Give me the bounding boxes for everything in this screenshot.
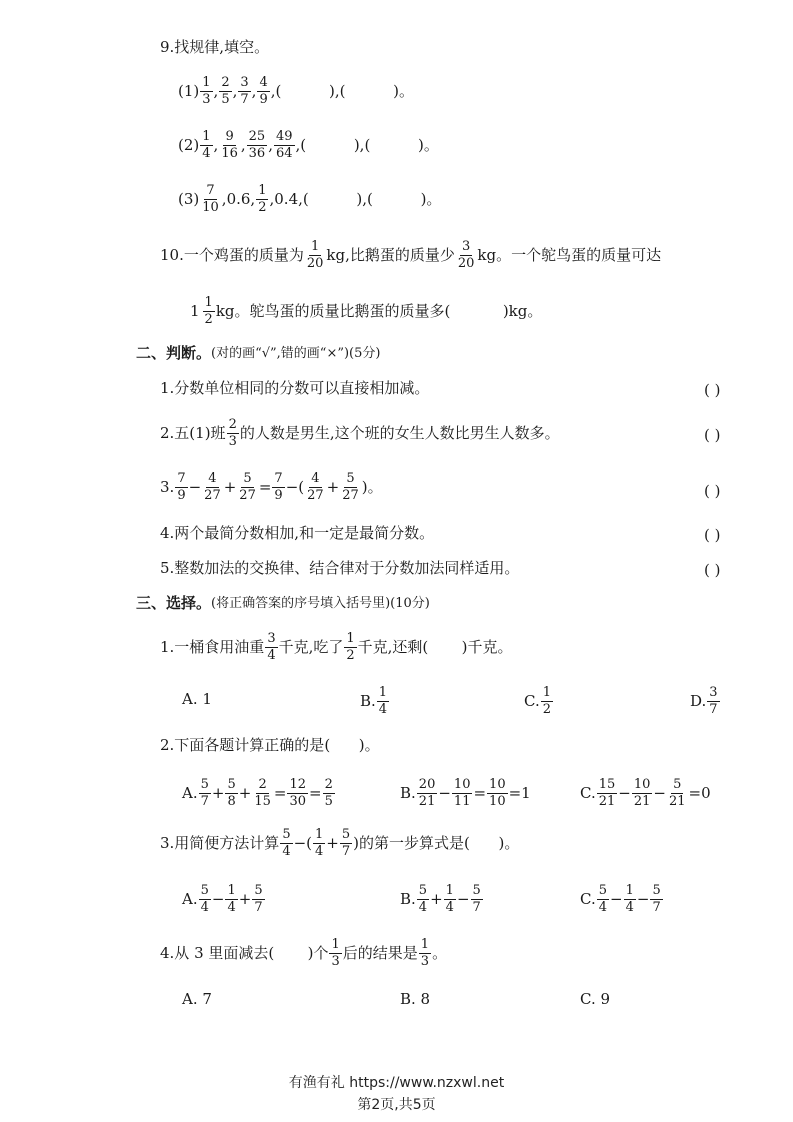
option-a[interactable]: A. $\frac{5}{7}$ + $\frac{5}{8}$ + $\frac{2}{15}$ = $\frac{12}{30}$ = $\frac{2}{5}$	[182, 777, 333, 809]
operator: −(	[293, 833, 313, 852]
operator: −	[618, 783, 631, 802]
q9-p3-label: (3)	[178, 189, 200, 208]
fraction: $\frac{25}{36}$	[248, 129, 266, 161]
judge-item-4	[160, 526, 434, 541]
option-c[interactable]: C. $\frac{1}{2}$	[524, 685, 551, 717]
fraction: $\frac{5}{27}$	[342, 471, 359, 503]
fraction: $\frac{1}{3}$	[420, 937, 430, 969]
fraction: $\frac{1}{3}$	[202, 75, 211, 107]
option-b[interactable]: B. $\frac{20}{21}$ − $\frac{10}{11}$ = $\frac{10}{10}$ =1	[400, 777, 531, 809]
option-a[interactable]: A. $\frac{5}{4}$ − $\frac{1}{4}$ + $\frac{5}{7}$	[182, 883, 263, 915]
fraction: $\frac{5}{4}$	[200, 883, 209, 915]
fraction: $\frac{5}{4}$	[282, 827, 291, 859]
operator: −	[438, 783, 451, 802]
fraction: $\frac{1}{3}$	[331, 937, 340, 969]
fraction: $\frac{1}{2}$	[346, 631, 355, 663]
option-a[interactable]: A. 1	[182, 690, 212, 708]
section2-note: (对的画“√”,错的画“×”)(5分)	[211, 346, 381, 361]
option-c[interactable]: C. $\frac{15}{21}$ − $\frac{10}{21}$ − $\frac{5}{21}$ =0	[580, 777, 711, 809]
option-c[interactable]: C. 9	[580, 990, 611, 1008]
answer-paren[interactable]: ( )	[704, 526, 721, 544]
section2-heading	[136, 346, 380, 361]
mixed-whole: 1	[190, 301, 200, 320]
fraction: $\frac{10}{10}$	[489, 777, 506, 809]
section3-title: 三、选择。	[136, 594, 212, 612]
question-text: 后的结果是	[342, 943, 418, 962]
fraction: $\frac{10}{11}$	[453, 777, 471, 809]
q10-text-b: kg,比鹅蛋的质量少	[326, 245, 455, 264]
q9-part1: (1) $\frac{1}{3}$ , $\frac{2}{5}$ , $\frac{3}{7}$ , $\frac{4}{9}$ , ( ),( )。	[178, 75, 415, 107]
fraction: $\frac{1}{4}$	[445, 883, 454, 915]
fraction: $\frac{49}{64}$	[275, 129, 293, 161]
fraction: $\frac{2}{5}$	[221, 75, 230, 107]
answer-blanks[interactable]: ( ),( )。	[300, 135, 439, 154]
choice-q3	[160, 828, 519, 858]
fraction: $\frac{2}{3}$	[228, 417, 237, 449]
fraction: $\frac{5}{21}$	[668, 777, 686, 809]
fraction: $\frac{15}{21}$	[598, 777, 616, 809]
fraction: $\frac{1}{20}$	[306, 239, 324, 271]
page-number: 第2页,共5页	[357, 1097, 436, 1113]
operator: =	[273, 783, 287, 802]
operator: =	[473, 783, 487, 802]
operator: −	[211, 889, 225, 908]
operator: −	[456, 889, 470, 908]
operator: −	[653, 783, 666, 802]
fraction: $\frac{1}{2}$	[542, 685, 551, 717]
watermark: 有渔有礼 https://www.nzxwl.net	[288, 1075, 505, 1091]
fraction: $\frac{5}{4}$	[598, 883, 607, 915]
fraction: $\frac{1}{4}$	[202, 129, 211, 161]
operator: =	[258, 477, 272, 496]
q9-p3-mid1: ,0.6,	[221, 189, 256, 208]
answer-paren[interactable]: ( )	[704, 381, 721, 399]
operator: −(	[285, 477, 305, 496]
fraction: $\frac{3}{20}$	[457, 239, 475, 271]
judge-item-text: 4.两个最简分数相加,和一定是最简分数。	[160, 524, 435, 542]
mixed-number	[190, 296, 216, 326]
question-text[interactable]: 千克,还剩( )千克。	[357, 637, 513, 656]
question-text[interactable]: 4.从 3 里面减去( )个	[160, 943, 329, 962]
fraction: $\frac{5}{7}$	[652, 883, 661, 915]
fraction: $\frac{9}{16}$	[221, 129, 238, 161]
operator: −	[636, 889, 650, 908]
fraction: $\frac{7}{9}$	[177, 471, 186, 503]
fraction: $\frac{4}{27}$	[204, 471, 221, 503]
item-number: 3.	[160, 477, 175, 496]
q9-title	[160, 40, 269, 55]
answer-blanks[interactable]: ( ),( )。	[275, 81, 415, 100]
judge-item-text: 5.整数加法的交换律、结合律对于分数加法同样适用。	[160, 559, 520, 577]
judge-item-text: 的人数是男生,这个班的女生人数比男生人数多。	[239, 423, 560, 442]
judge-item-text: 1.分数单位相同的分数可以直接相加减。	[160, 379, 430, 397]
q9-part2: (2) $\frac{1}{4}$ , $\frac{9}{16}$ , $\frac{25}{36}$ , $\frac{49}{64}$ , ( ),( )。	[178, 129, 439, 161]
question-text: 千克,吃了	[278, 637, 344, 656]
judge-item-text: 2.五(1)班	[160, 423, 226, 442]
question-text: 。	[432, 943, 448, 962]
judge-item-1	[160, 381, 429, 396]
q10-text-a: 10.一个鸡蛋的质量为	[160, 245, 304, 264]
question-text[interactable]: )的第一步算式是( )。	[353, 833, 520, 852]
operator: −	[610, 889, 623, 908]
fraction: $\frac{5}{7}$	[254, 883, 263, 915]
q10-text-d[interactable]: kg。鸵鸟蛋的质量比鹅蛋的质量多( )kg。	[215, 301, 543, 320]
answer-paren[interactable]: ( )	[704, 561, 721, 579]
fraction: $\frac{2}{15}$	[254, 777, 271, 809]
fraction: $\frac{4}{27}$	[307, 471, 324, 503]
fraction: $\frac{1}{4}$	[378, 685, 388, 717]
fraction: $\frac{1}{4}$	[227, 883, 236, 915]
answer-paren[interactable]: ( )	[704, 426, 721, 444]
fraction: $\frac{5}{27}$	[239, 471, 256, 503]
answer-paren[interactable]: ( )	[704, 482, 721, 500]
judge-item-5	[160, 561, 519, 576]
fraction: $\frac{5}{4}$	[418, 883, 428, 915]
result: =1	[508, 783, 531, 802]
operator: +	[223, 477, 237, 496]
option-a[interactable]: A. 7	[182, 990, 212, 1008]
operator: )。	[361, 477, 383, 496]
question-text: 3.用简便方法计算	[160, 833, 280, 852]
option-b[interactable]: B. $\frac{5}{4}$ + $\frac{1}{4}$ − $\frac{5}{7}$	[400, 883, 481, 915]
q10-line2	[190, 296, 542, 326]
fraction: $\frac{5}{7}$	[200, 777, 209, 809]
choice-q4	[160, 938, 447, 968]
q9-p3-mid2: ,0.4,	[269, 189, 303, 208]
operator: +	[238, 889, 252, 908]
fraction: $\frac{2}{5}$	[324, 777, 333, 809]
operator: +	[430, 889, 443, 908]
option-b[interactable]: B. $\frac{1}{4}$	[360, 685, 388, 717]
result: =0	[688, 783, 711, 802]
q9-title-text: 9.找规律,填空。	[160, 38, 270, 56]
fraction: $\frac{7}{10}$	[202, 183, 219, 215]
section3-note: (将正确答案的序号填入括号里)(10分)	[211, 596, 430, 611]
choice-q2	[160, 738, 380, 753]
fraction: $\frac{3}{4}$	[267, 631, 276, 663]
judge-item-2	[160, 418, 560, 448]
fraction: $\frac{3}{7}$	[709, 685, 718, 717]
option-d[interactable]: D. $\frac{3}{7}$	[690, 685, 718, 717]
fraction: $\frac{1}{4}$	[625, 883, 634, 915]
option-c[interactable]: C. $\frac{5}{4}$ − $\frac{1}{4}$ − $\frac{5}{7}$	[580, 883, 661, 915]
fraction: $\frac{7}{9}$	[274, 471, 283, 503]
q10-line1	[160, 240, 661, 270]
judge-item-3	[160, 472, 383, 502]
option-b[interactable]: B. 8	[400, 990, 431, 1008]
fraction: $\frac{20}{21}$	[418, 777, 436, 809]
fraction: $\frac{1}{2}$	[258, 183, 267, 215]
section2-title: 二、判断。	[136, 344, 212, 362]
operator: −	[188, 477, 202, 496]
fraction: $\frac{12}{30}$	[289, 777, 306, 809]
fraction: $\frac{5}{7}$	[472, 883, 481, 915]
question-text[interactable]: 2.下面各题计算正确的是( )。	[160, 736, 380, 754]
fraction: $\frac{1}{4}$	[315, 827, 324, 859]
q9-p2-label: (2)	[178, 135, 200, 154]
operator: +	[326, 477, 340, 496]
fraction: $\frac{3}{7}$	[240, 75, 249, 107]
fraction: $\frac{4}{9}$	[259, 75, 268, 107]
choice-q1	[160, 632, 513, 662]
operator: =	[309, 783, 322, 802]
answer-blanks[interactable]: ( ),( )。	[302, 189, 442, 208]
fraction: $\frac{5}{7}$	[341, 827, 351, 859]
section3-heading	[136, 596, 430, 611]
question-text: 1.一桶食用油重	[160, 637, 265, 656]
fraction: $\frac{10}{21}$	[633, 777, 651, 809]
q9-part3	[178, 184, 441, 214]
q10-text-c: kg。一个鸵鸟蛋的质量可达	[477, 245, 662, 264]
operator: +	[238, 783, 252, 802]
fraction: $\frac{1}{2}$	[204, 295, 213, 327]
operator: +	[211, 783, 225, 802]
q9-p1-label: (1)	[178, 81, 200, 100]
operator: +	[326, 833, 339, 852]
fraction: $\frac{5}{8}$	[227, 777, 236, 809]
